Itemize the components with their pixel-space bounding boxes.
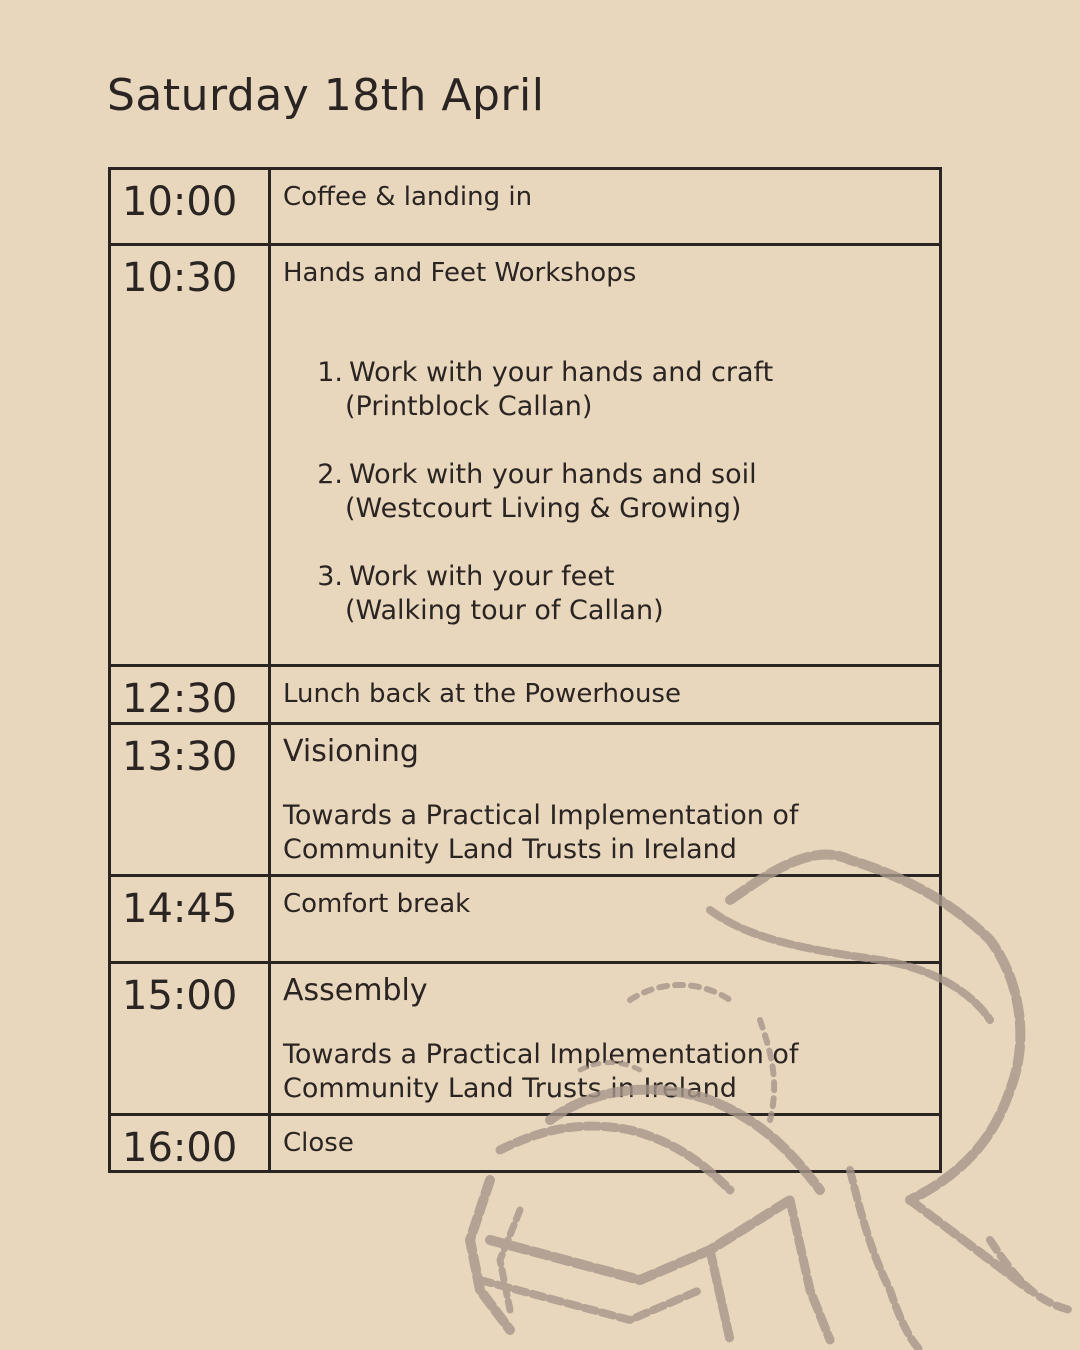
activity-cell [271,725,939,874]
workshop-number: 1. [317,356,343,388]
activity-title: Visioning [283,734,419,770]
time-cell: 14:45 [111,877,271,962]
time-cell: 16:00 [111,1116,271,1170]
activity-cell [271,246,939,665]
workshop-item [283,458,939,526]
schedule-row [111,170,939,246]
time-cell: 10:30 [111,246,271,665]
activity-cell: Close [283,1127,354,1158]
workshop-title: Work with your feet [349,560,615,592]
activity-description-line: Community Land Trusts in Ireland [283,834,737,866]
activity-description-line: Community Land Trusts in Ireland [283,1073,737,1105]
workshop-title: Work with your hands and craft [349,356,774,388]
activity-description-line: Towards a Practical Implementation of [283,800,799,832]
activity-cell: Lunch back at the Powerhouse [283,679,681,710]
workshop-subtitle: (Westcourt Living & Growing) [345,492,742,524]
workshop-list [283,356,939,628]
time-cell: 15:00 [111,964,271,1113]
schedule-row [111,725,939,877]
schedule-row [111,964,939,1116]
activity-cell [271,964,939,1113]
time-cell: 12:30 [111,667,271,722]
workshop-title: Work with your hands and soil [349,458,757,490]
page-title: Saturday 18th April [107,70,545,121]
workshop-number: 3. [317,560,343,592]
activity-title: Assembly [283,973,428,1009]
workshop-subtitle: (Walking tour of Callan) [345,594,664,626]
schedule-row [111,246,939,668]
workshop-item [283,560,939,628]
workshop-number: 2. [317,458,343,490]
activity-description-line: Towards a Practical Implementation of [283,1039,799,1071]
workshop-item [283,356,939,424]
schedule-row [111,1116,939,1170]
schedule-table [108,167,942,1173]
activity-title: Hands and Feet Workshops [283,257,637,288]
time-cell: 10:00 [111,170,271,243]
time-cell: 13:30 [111,725,271,874]
activity-description [283,799,939,867]
schedule-row [111,877,939,965]
workshop-subtitle: (Printblock Callan) [345,390,593,422]
schedule-row [111,667,939,725]
activity-description [283,1038,939,1106]
activity-cell: Comfort break [283,888,471,919]
activity-cell: Coffee & landing in [283,182,533,212]
